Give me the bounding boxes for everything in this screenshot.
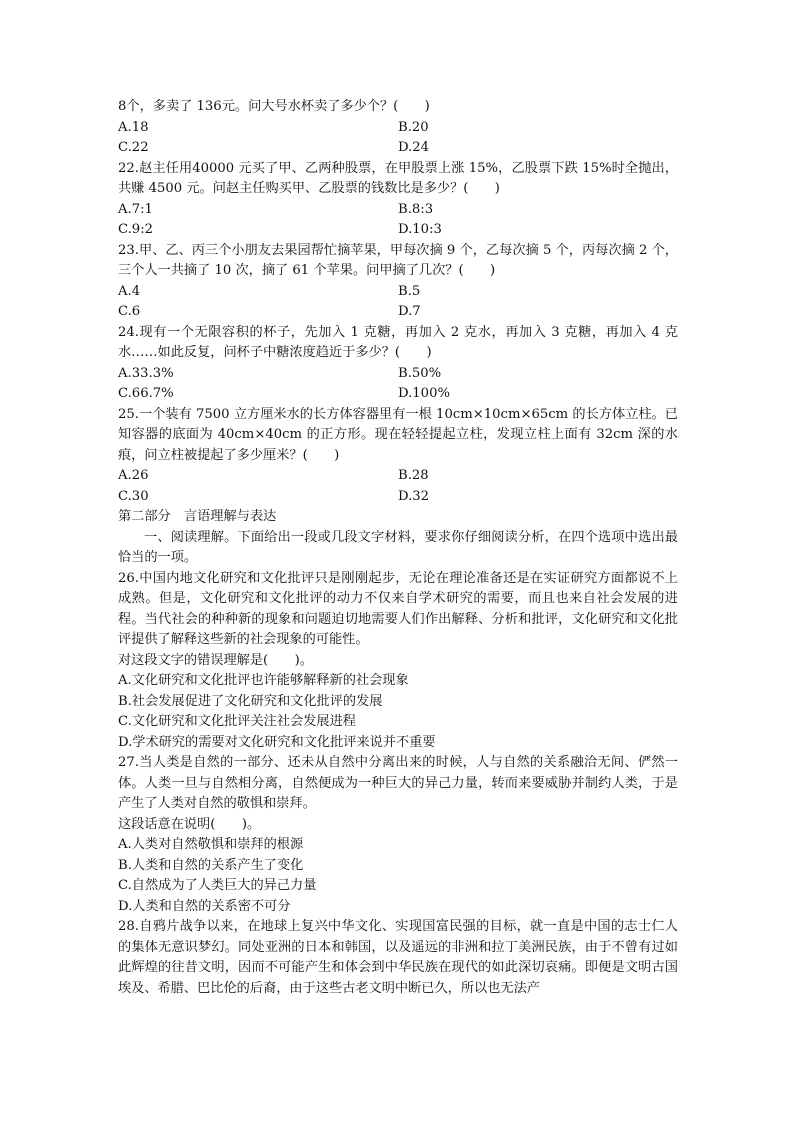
q26-option-a: A.文化研究和文化批评也许能够解释新的社会现象	[118, 673, 409, 688]
q25-option-a: A.26	[118, 468, 149, 483]
part-two-heading: 第二部分 言语理解与表达	[118, 509, 277, 524]
q26-text: 26.中国内地文化研究和文化批评只是刚刚起步，无论在理论准备还是在实证研究方面都说不上成熟。但是，文化研究和文化批评的动力不仅来自学术研究的需要，而且也来自社会发展的进程。当代社会的种种新的现象和问题迫切地需要人们作出解释、分析和批评，文化研究和文化批评提供了解释这些新的社会现象的可能性。	[118, 570, 678, 647]
q22-option-a: A.7:1	[118, 201, 153, 217]
q28-text: 28.自鸦片战争以来，在地球上复兴中华文化、实现国富民强的目标，就一直是中国的志士仁人的集体无意识梦幻。同处亚洲的日本和韩国，以及遥远的非洲和拉丁美洲民族，由于不曾有过如此辉煌的往昔文明，因而不可能产生和体会到中华民族在现代的如此深切哀痛。即便是文明古国埃及、希腊、巴比伦的后裔，由于这些古老文明中断已久，所以也无法产	[118, 919, 678, 996]
q27-option-a: A.人类对自然敬惧和崇拜的根源	[118, 837, 304, 852]
q21-option-c: C.22	[118, 140, 149, 155]
q26-question: 对这段文字的错误理解是( )。	[118, 652, 313, 668]
q23-option-c: C.6	[118, 304, 141, 319]
q23-option-b: B.5	[398, 283, 421, 299]
q26-option-c: C.文化研究和文化批评关注社会发展进程	[118, 714, 356, 729]
q21-option-a: A.18	[118, 119, 149, 135]
q26-option-d: D.学术研究的需要对文化研究和文化批评来说并不重要	[118, 734, 436, 750]
q22-option-d: D.10:3	[398, 222, 442, 237]
q21-option-d: D.24	[398, 140, 430, 155]
reading-section-instructions: 一、阅读理解。下面给出一段或几段文字材料，要求你仔细阅读分析，在四个选项中选出最恰当的一项。	[118, 529, 678, 565]
q24-option-c: C.66.7%	[118, 386, 174, 401]
q23-text: 23.甲、乙、丙三个小朋友去果园帮忙摘苹果，甲每次摘 9 个，乙每次摘 5 个，丙每次摘 2 个，三个人一共摘了 10 次，摘了 61 个苹果。问甲摘了几次？( )	[118, 242, 678, 278]
q21-options	[118, 118, 678, 159]
q27-option-d: D.人类和自然的关系密不可分	[118, 898, 291, 914]
q24-option-d: D.100%	[398, 386, 450, 401]
q22-option-b: B.8:3	[398, 201, 434, 217]
q27-option-b: B.人类和自然的关系产生了变化	[118, 857, 304, 873]
q25-option-d: D.32	[398, 488, 430, 504]
q23-options	[118, 282, 678, 323]
q25-option-b: B.28	[398, 468, 429, 483]
q26-option-b: B.社会发展促进了文化研究和文化批评的发展	[118, 693, 383, 709]
q27-text: 27.当人类是自然的一部分、还未从自然中分离出来的时候，人与自然的关系融洽无间、俨然一体。人类一旦与自然相分离，自然便成为一种巨大的异己力量，转而来要威胁并制约人类，于是产生了人类对自然的敬惧和崇拜。	[118, 755, 678, 811]
q22-options	[118, 200, 678, 241]
q23-option-a: A.4	[118, 283, 141, 299]
q24-options	[118, 364, 678, 405]
q24-option-b: B.50%	[398, 365, 442, 381]
q24-option-a: A.33.3%	[118, 365, 174, 381]
q24-text: 24.现有一个无限容积的杯子，先加入 1 克糖，再加入 2 克水，再加入 3 克糖，再加入 4 克水……如此反复，问杯子中糖浓度趋近于多少？( )	[118, 324, 678, 360]
q22-text: 22.赵主任用40000 元买了甲、乙两种股票，在甲股票上涨 15%，乙股票下跌 15%时全抛出，共赚 4500 元。问赵主任购买甲、乙股票的钱数比是多少？( )	[118, 160, 678, 196]
q25-options	[118, 466, 678, 507]
q27-option-c: C.自然成为了人类巨大的异己力量	[118, 878, 317, 893]
q21-option-b: B.20	[398, 119, 429, 135]
q27-question: 这段话意在说明( )。	[118, 816, 261, 832]
q25-option-c: C.30	[118, 488, 149, 504]
q22-option-c: C.9:2	[118, 222, 154, 237]
exam-content	[118, 97, 678, 999]
q25-text: 25.一个装有 7500 立方厘米水的长方体容器里有一根 10cm×10cm×65cm 的长方体立柱。已知容器的底面为 40cm×40cm 的正方形。现在轻轻提起立柱，发现立柱上面有 32cm 深的水痕，问立柱被提起了多少厘米？( )	[118, 406, 678, 463]
q23-option-d: D.7	[398, 304, 421, 319]
q21-tail: 8个，多卖了 136元。问大号水杯卖了多少个？( )	[118, 99, 430, 114]
